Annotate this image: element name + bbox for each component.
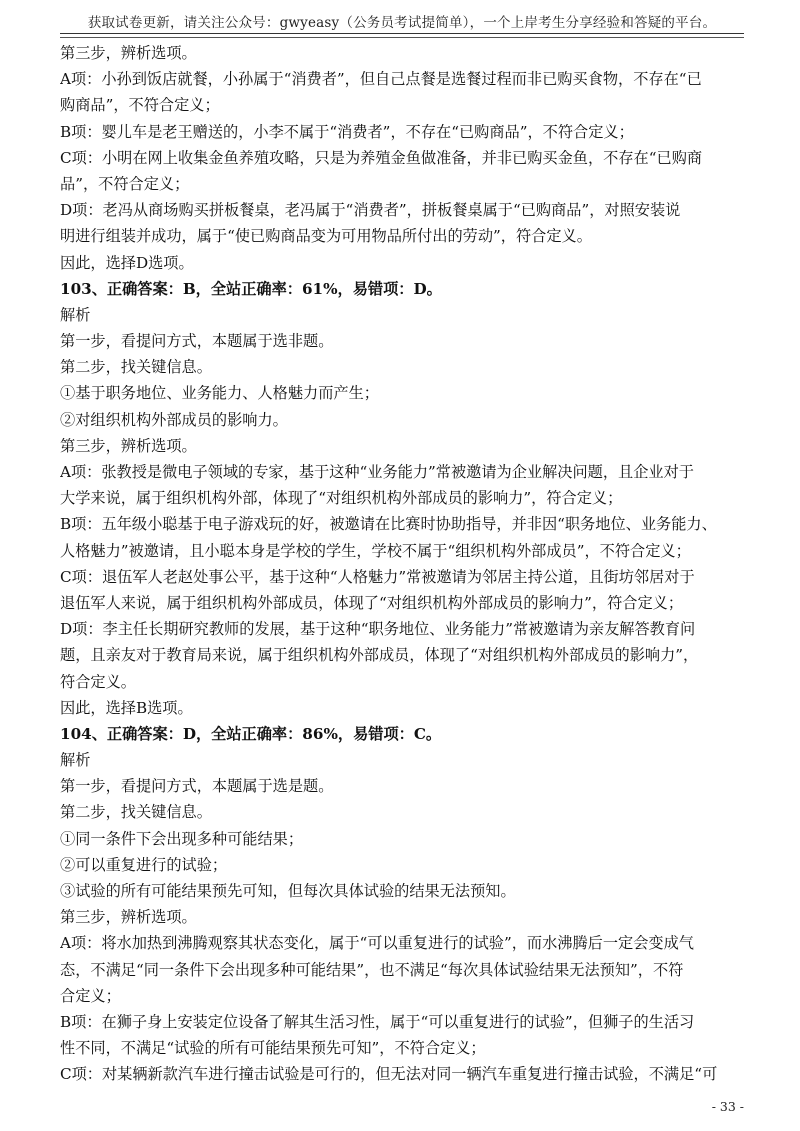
text-line: ②可以重复进行的试验； — [60, 855, 228, 874]
text-line: A项：小孙到饭店就餐，小孙属于“消费者”，但自己点餐是选餐过程而非已购买食物，不存在“已 — [60, 70, 702, 89]
text-line: ①基于职务地位、业务能力、人格魅力而产生； — [60, 384, 379, 403]
text-line: 第三步，辨析选项。 — [60, 436, 197, 455]
header-rule — [60, 33, 744, 34]
text-line: 大学来说，属于组织机构外部，体现了“对组织机构外部成员的影响力”，符合定义； — [60, 489, 623, 508]
text-line: 解析 — [60, 751, 91, 770]
text-line: C项：小明在网上收集金鱼养殖攻略，只是为养殖金鱼做准备，并非已购买金鱼，不存在“已购商 — [60, 148, 703, 167]
text-line: 第三步，辨析选项。 — [60, 908, 197, 927]
text-line: 品”，不符合定义； — [60, 174, 190, 193]
answer-heading: 104、正确答案：D，全站正确率：86%，易错项：C。 — [60, 724, 442, 743]
text-line: D项：老冯从商场购买拼板餐桌，老冯属于“消费者”，拼板餐桌属于“已购商品”，对照安装说 — [60, 201, 681, 220]
text-line: 合定义； — [60, 986, 121, 1005]
text-line: 题，且亲友对于教育局来说，属于组织机构外部成员，体现了“对组织机构外部成员的影响力”， — [60, 646, 699, 665]
text-line: 性不同，不满足“试验的所有可能结果预先可知”，不符合定义； — [60, 1039, 486, 1058]
page-header: 获取试卷更新，请关注公众号：gwyeasy（公务员考试提简单），一个上岸考生分享经验和答疑的平台。 — [87, 15, 717, 31]
text-line: B项：婴儿车是老王赠送的，小李不属于“消费者”，不存在“已购商品”，不符合定义； — [60, 122, 634, 141]
text-line: 退伍军人来说，属于组织机构外部成员，体现了“对组织机构外部成员的影响力”，符合定义； — [60, 593, 684, 612]
text-line: 第一步，看提问方式，本题属于选是题。 — [60, 777, 334, 796]
document-body — [60, 40, 744, 1088]
text-line: ①同一条件下会出现多种可能结果； — [60, 829, 303, 848]
text-line: 第一步，看提问方式，本题属于选非题。 — [60, 332, 334, 351]
text-line: 解析 — [60, 305, 91, 324]
text-line: C项：退伍军人老赵处事公平，基于这种“人格魅力”常被邀请为邻居主持公道，且街坊邻居对于 — [60, 567, 695, 586]
text-line: 因此，选择D选项。 — [60, 253, 194, 272]
text-line: ②对组织机构外部成员的影响力。 — [60, 410, 288, 429]
text-line: 第三步，辨析选项。 — [60, 44, 197, 62]
text-line: 态，不满足“同一条件下会出现多种可能结果”，也不满足“每次具体试验结果无法预知”，不符 — [60, 960, 684, 979]
answer-heading: 103、正确答案：B，全站正确率：61%，易错项：D。 — [60, 279, 442, 298]
text-line: 符合定义。 — [60, 672, 136, 691]
text-line: D项：李主任长期研究教师的发展，基于这种“职务地位、业务能力”常被邀请为亲友解答教育问 — [60, 620, 696, 639]
text-line: A项：张教授是微电子领域的专家，基于这种“业务能力”常被邀请为企业解决问题，且企业对于 — [60, 463, 694, 481]
header-rule-thin — [60, 37, 744, 38]
text-line: 购商品”，不符合定义； — [60, 96, 220, 115]
text-line: C项：对某辆新款汽车进行撞击试验是可行的，但无法对同一辆汽车重复进行撞击试验，不满足“可 — [60, 1065, 718, 1084]
text-line: 第二步，找关键信息。 — [60, 803, 212, 822]
text-line: ③试验的所有可能结果预先可知，但每次具体试验的结果无法预知。 — [60, 882, 516, 900]
text-line: 因此，选择B选项。 — [60, 698, 193, 717]
text-line: 第二步，找关键信息。 — [60, 358, 212, 377]
text-line: B项：在狮子身上安装定位设备了解其生活习性，属于“可以重复进行的试验”，但狮子的生活习 — [60, 1012, 695, 1031]
page-number: - 33 - — [711, 1099, 744, 1114]
text-line: 明进行组装并成功，属于“使已购商品变为可用物品所付出的劳动”，符合定义。 — [60, 227, 592, 246]
text-line: B项：五年级小聪基于电子游戏玩的好，被邀请在比赛时协助指导，并非因“职务地位、业务能力、 — [60, 515, 717, 534]
text-line: 人格魅力”被邀请，且小聪本身是学校的学生，学校不属于“组织机构外部成员”，不符合定义； — [60, 541, 691, 560]
text-line: A项：将水加热到沸腾观察其状态变化，属于“可以重复进行的试验”，而水沸腾后一定会变成气 — [60, 934, 694, 953]
